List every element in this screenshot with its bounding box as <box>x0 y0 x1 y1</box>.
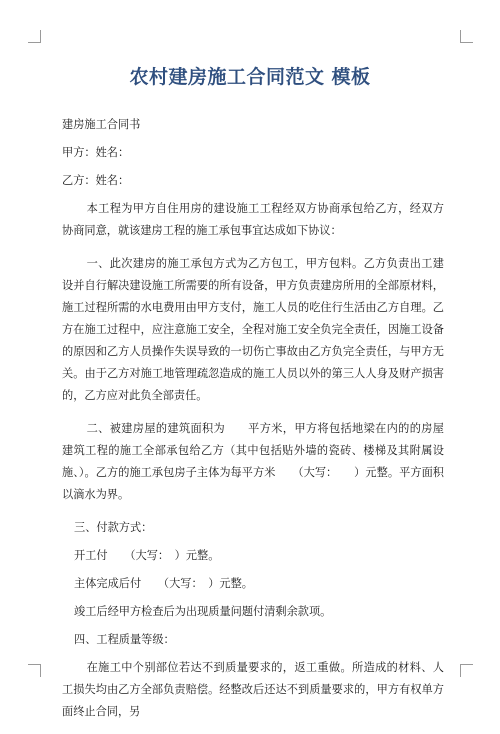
paragraph-payment-final: 竣工后经甲方检查后为出现质量问题付清剩余款项。 <box>74 605 332 618</box>
crop-mark-bottom-right <box>460 664 473 677</box>
document-body <box>62 114 444 734</box>
crop-mark-bottom-left <box>28 664 41 677</box>
paragraph-intro: 本工程为甲方自住用房的建设施工工程经双方协商承包给乙方，经双方协商同意，就该建房工程的施工承包事宜达成如下协议： <box>62 202 444 237</box>
crop-mark-top-left <box>28 30 41 43</box>
paragraph-clause-2: 二、被建房屋的建筑面积为 平方米，甲方将包括地梁在内的的房屋建筑工程的施工全部承包给乙方（其中包括贴外墙的瓷砖、楼梯及其附属设施、）。乙方的施工承包房子主体为每平方米 （大写： ）元整。平方面积以滴水为界。 <box>62 422 444 501</box>
paragraph-payment-main: 主体完成后付 （大写： ）元整。 <box>74 577 253 590</box>
crop-mark-top-right <box>460 30 473 43</box>
paragraph-party-a: 甲方：姓名： <box>62 146 130 159</box>
paragraph-clause-3: 三、付款方式： <box>74 521 153 534</box>
paragraph-quality: 在施工中个别部位若达不到质量要求的，返工重做。所造成的材料、人工损失均由乙方全部负责赔偿。经整改后还达不到质量要求的，甲方有权单方面终止合同，另 <box>62 661 444 718</box>
document-title: 农村建房施工合同范文 模板 <box>129 66 371 88</box>
paragraph-clause-1: 一、此次建房的施工承包方式为乙方包工，甲方包料。乙方负责出工建设并自行解决建设施工所需要的所有设备，甲方负责建房所用的全部原材料，施工过程所需的水电费用由甲方支付，施工人员的吃住行生活由乙方自理。乙方在施工过程中，应注意施工安全，全程对施工安全负完全责任，因施工设备的原因和乙方人员操作失误导致的一切伤亡事故由乙方负完全责任，与甲方无关。由于乙方对施工地管理疏忽造成的施工人员以外的第三人人身及财产损害的，乙方应对此负全部责任。 <box>62 257 444 402</box>
paragraph-heading: 建房施工合同书 <box>62 118 141 131</box>
paragraph-payment-start: 开工付 （大写： ）元整。 <box>74 549 220 562</box>
paragraph-clause-4: 四、工程质量等级： <box>74 633 175 646</box>
paragraph-party-b: 乙方：姓名： <box>62 174 130 187</box>
